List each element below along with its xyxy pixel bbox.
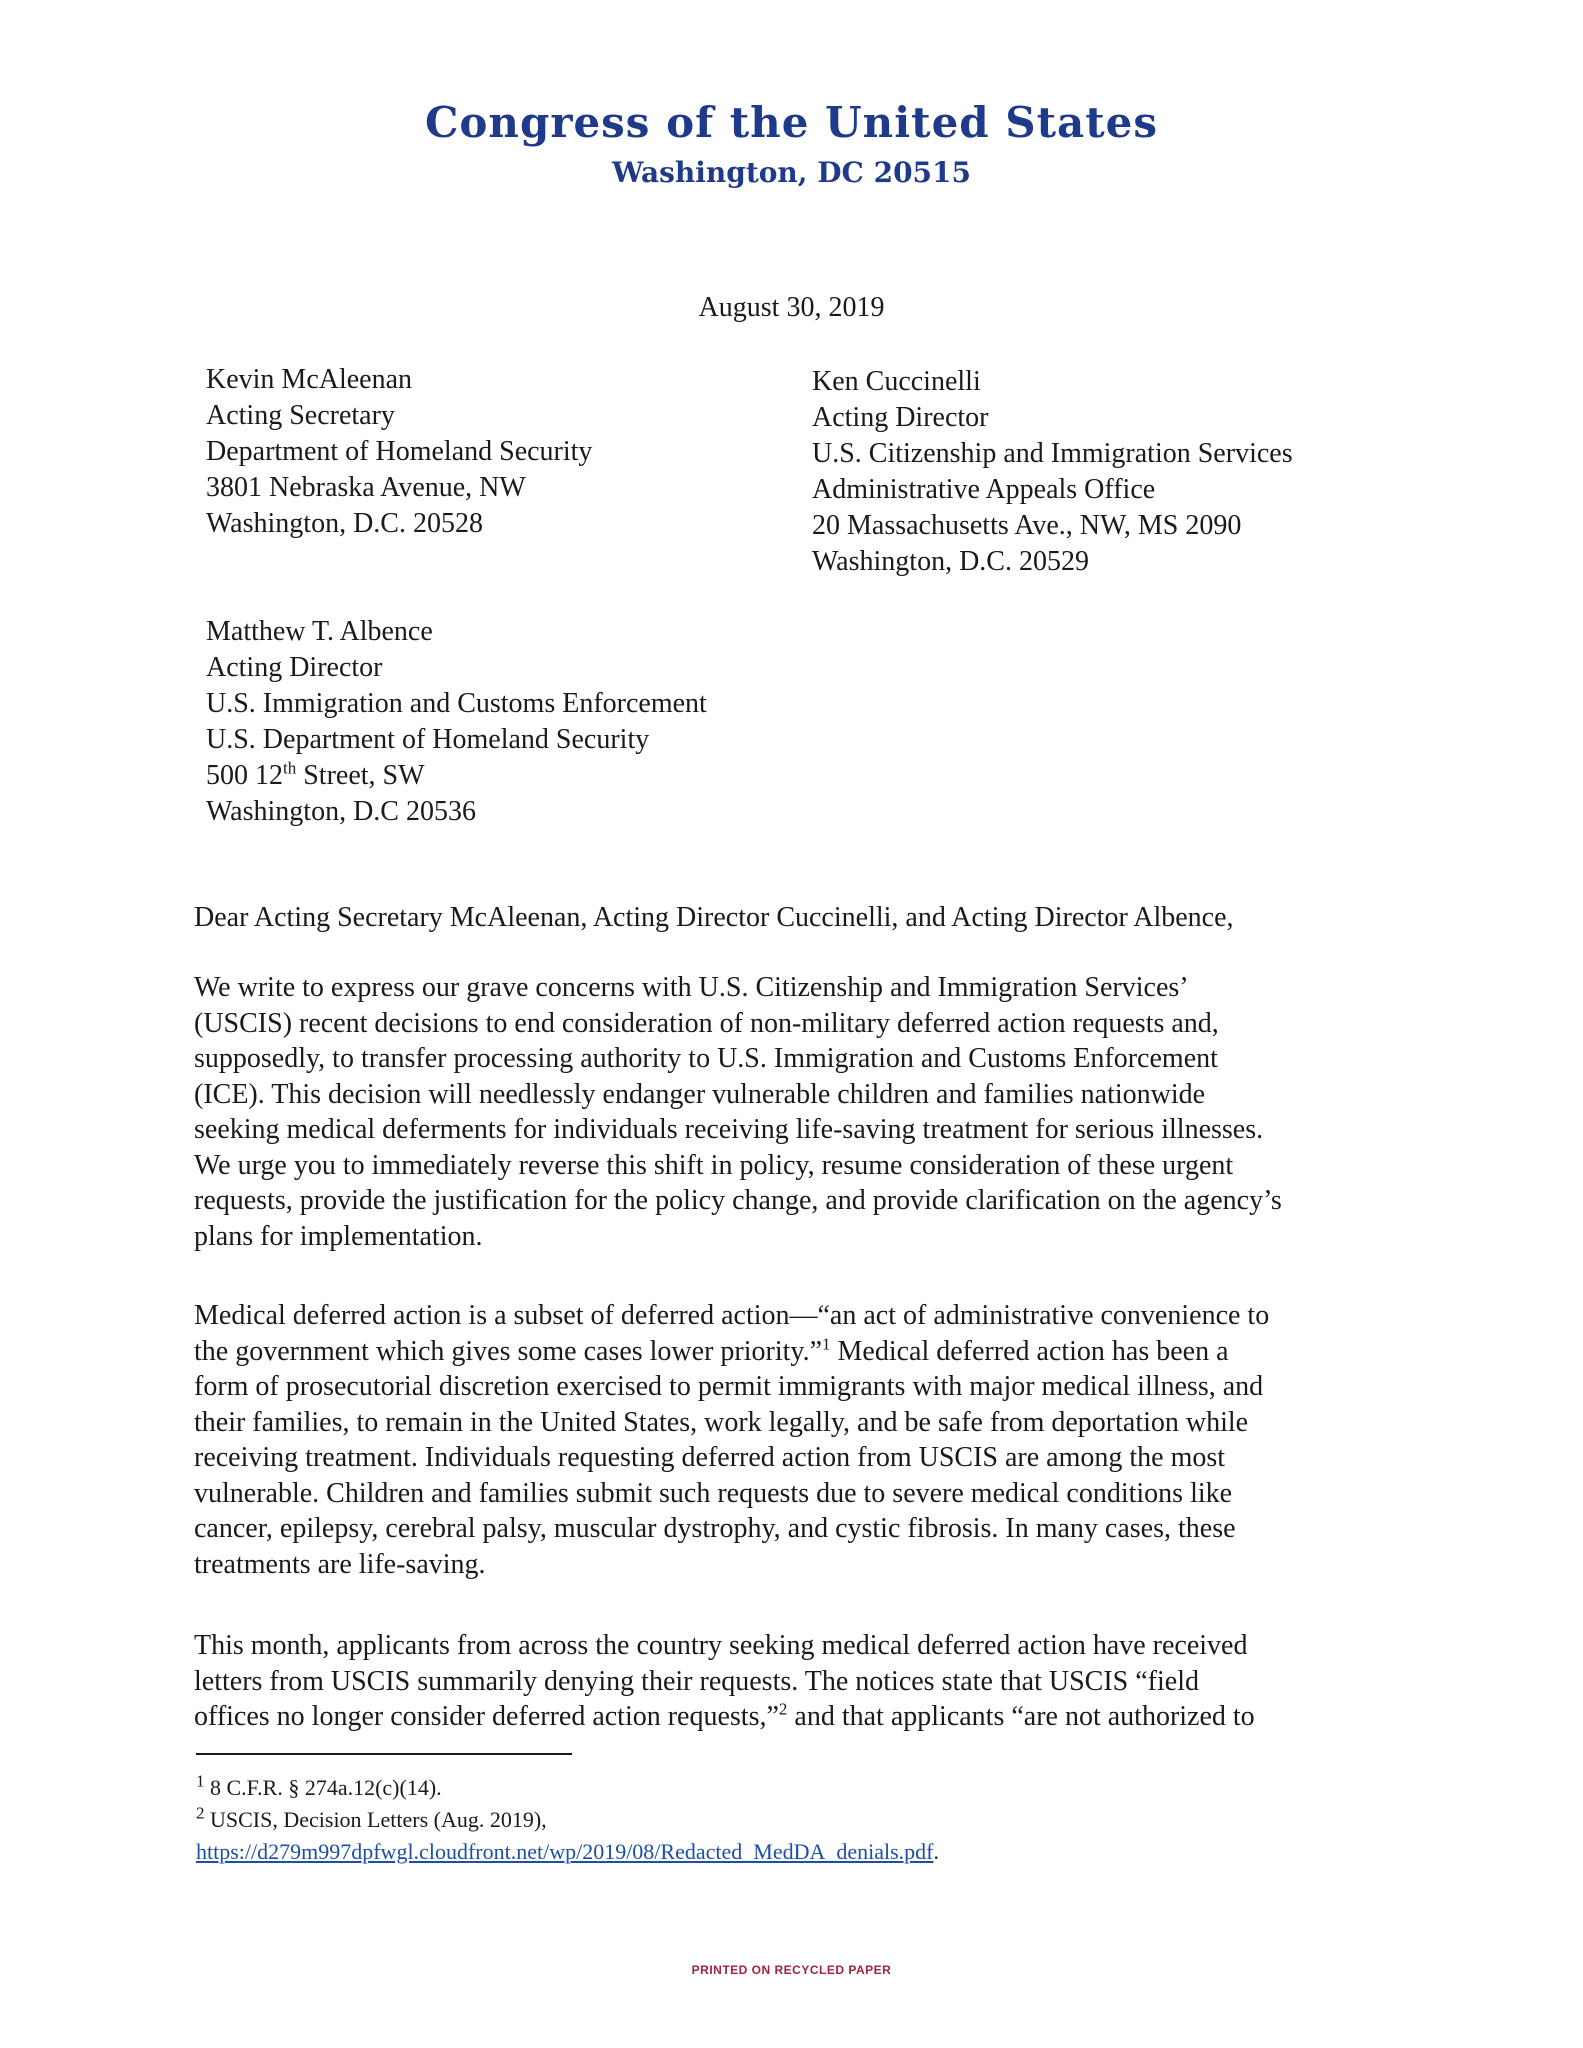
text-line: cancer, epilepsy, cerebral palsy, muscular dystrophy, and cystic fibrosis. In many cases, these [194,1513,1236,1544]
footnote-divider [196,1753,572,1755]
addressee-line: Washington, D.C 20536 [206,796,476,827]
addressee-line: Department of Homeland Security [206,436,593,467]
text-line: their families, to remain in the United States, work legally, and be safe from deportation while [194,1406,1249,1438]
text-line: requests, provide the justification for the policy change, and provide clarification on the agency’s [194,1185,1282,1216]
footnote-2-link-line [196,1836,939,1868]
text-line: receiving treatment. Individuals requesting deferred action from USCIS are among the most [194,1442,1226,1473]
text-line: supposedly, to transfer processing authority to U.S. Immigration and Customs Enforcement [194,1043,1218,1074]
text-run: Medical deferred action has been a [830,1335,1229,1367]
recycled-paper-footer: PRINTED ON RECYCLED PAPER [691,1963,892,1977]
addressee-line: Washington, D.C. 20528 [206,508,483,539]
letterhead-title: Congress of the United States [424,98,1159,147]
footnote-ref-1[interactable]: 1 [822,1334,831,1354]
footnote-number: 2 [196,1803,205,1823]
letter-date: August 30, 2019 [698,292,885,323]
addressee-right-block [812,364,1293,580]
text-run: offices no longer consider deferred action requests,” [194,1701,779,1732]
body-paragraph-3 [194,1628,1424,1735]
footnote-text: USCIS, Decision Letters (Aug. 2019), [204,1807,547,1832]
text-line [194,1699,1424,1735]
addressee-line [206,758,707,794]
addressee-line: Administrative Appeals Office [812,474,1156,505]
footnote-link[interactable]: https://d279m997dpfwgl.cloudfront.net/wp/2019/08/Redacted_MedDA_denials.pdf [196,1839,934,1864]
text-line: We write to express our grave concerns with U.S. Citizenship and Immigration Services’ [194,972,1189,1003]
addressee-line: 3801 Nebraska Avenue, NW [206,472,526,503]
text-line: form of prosecutorial discretion exercised to permit immigrants with major medical illness, and [194,1371,1264,1402]
footnote-text: 8 C.F.R. § 274a.12(c)(14). [204,1775,442,1800]
salutation: Dear Acting Secretary McAleenan, Acting Director Cuccinelli, and Acting Director Albence, [194,902,1234,933]
addressee-line: Washington, D.C. 20529 [812,546,1089,577]
text-run: and that applicants “are not authorized to [787,1701,1255,1732]
addressee-line: Matthew T. Albence [206,616,433,647]
addressee-line: Acting Director [812,402,989,433]
text-line: vulnerable. Children and families submit such requests due to severe medical conditions like [194,1477,1233,1509]
text-line: We urge you to immediately reverse this shift in policy, resume consideration of these urgent [194,1149,1234,1181]
text-line: treatments are life-saving. [194,1548,486,1580]
body-paragraph-1 [194,970,1424,1254]
text-line [194,1334,1424,1370]
text-line: (USCIS) recent decisions to end consideration of non-military deferred action requests and, [194,1007,1219,1039]
street-number: 500 12 [206,760,283,791]
footnote-1 [196,1772,939,1804]
addressee-line: U.S. Immigration and Customs Enforcement [206,688,707,719]
footnote-2 [196,1804,939,1836]
street-name: Street, SW [296,760,425,791]
text-line: This month, applicants from across the country seeking medical deferred action have received [194,1630,1248,1661]
text-line: letters from USCIS summarily denying their requests. The notices state that USCIS “field [194,1665,1199,1697]
addressee-line: U.S. Citizenship and Immigration Services [812,438,1293,469]
text-run: the government which gives some cases lower priority.” [194,1335,823,1367]
addressee-line: Acting Secretary [206,400,395,431]
footnote-ref-2[interactable]: 2 [778,1699,788,1719]
addressee-line: U.S. Department of Homeland Security [206,724,650,755]
text-line: seeking medical deferments for individuals receiving life-saving treatment for serious illnesses. [194,1114,1264,1145]
ordinal-suffix: th [283,758,297,778]
text-line: plans for implementation. [194,1220,483,1252]
body-paragraph-2 [194,1298,1424,1582]
text-line: (ICE). This decision will needlessly endanger vulnerable children and families nationwide [194,1078,1206,1110]
addressee-line: Acting Director [206,652,383,683]
addressee-line: Ken Cuccinelli [812,366,981,397]
footnote-number: 1 [196,1771,205,1791]
addressee-line: Kevin McAleenan [206,364,413,395]
addressee-left-block [206,362,592,542]
addressee-line: 20 Massachusetts Ave., NW, MS 2090 [812,510,1242,541]
footnotes [196,1772,939,1868]
addressee-third-block [206,614,707,830]
letterhead-subtitle: Washington, DC 20515 [611,156,972,189]
text-line: Medical deferred action is a subset of deferred action—“an act of administrative convenience to [194,1300,1270,1331]
footnote-tail: . [933,1839,940,1864]
